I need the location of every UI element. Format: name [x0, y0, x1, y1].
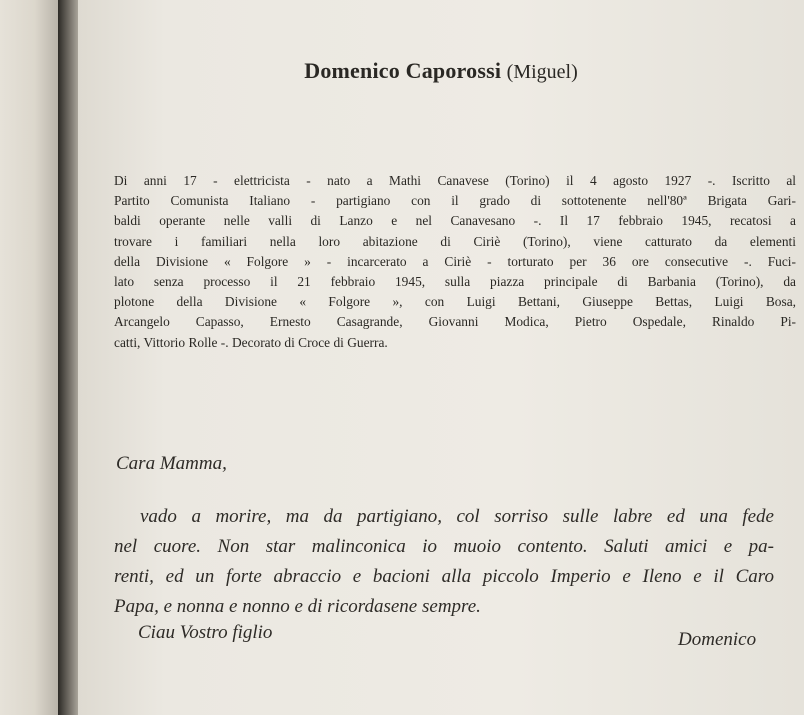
- biography-line: plotone della Divisione « Folgore », con Luigi Bettani, Giuseppe Bettas, Luigi Bosa,: [114, 294, 796, 310]
- page-title: [78, 58, 804, 84]
- biography-line: Di anni 17 - elettricista - nato a Mathi Canavese (Torino) il 4 agosto 1927 -. Iscritto al: [114, 173, 796, 188]
- letter-signature: Domenico: [678, 629, 757, 650]
- biography-line: baldi operante nelle valli di Lanzo e nel Canavesano -. Il 17 febbraio 1945, recatosi a: [114, 213, 796, 229]
- letter-line: vado a morire, ma da partigiano, col sorriso sulle labre ed una fede: [140, 506, 774, 527]
- letter-body: [114, 502, 774, 622]
- title-alias: (Miguel): [506, 61, 578, 83]
- book-page: [78, 0, 804, 715]
- letter-line: Papa, e nonna e nonno e di ricordasene sempre.: [114, 596, 481, 617]
- letter-line: nel cuore. Non star malinconica io muoio contento. Saluti amici e pa-: [114, 536, 774, 557]
- biography-line: lato senza processo il 21 febbraio 1945, sulla piazza principale di Barbania (Torino), da: [114, 274, 796, 290]
- biography-line: Arcangelo Capasso, Ernesto Casagrande, Giovanni Modica, Pietro Ospedale, Rinaldo Pi-: [114, 314, 796, 330]
- book-gutter: [58, 0, 78, 715]
- biography-line: trovare i familiari nella loro abitazione di Ciriè (Torino), viene catturato da elementi: [114, 233, 796, 249]
- biography-line: Partito Comunista Italiano - partigiano con il grado di sottotenente nell'80ª Brigata Gari-: [114, 193, 796, 209]
- letter-line: renti, ed un forte abraccio e bacioni alla piccolo Imperio e Ileno e il Caro: [114, 566, 774, 587]
- biography-line: della Divisione « Folgore » - incarcerato a Ciriè - torturato per 36 ore consecutive -. Fuci-: [114, 253, 796, 269]
- letter-closing: Ciau Vostro figlio: [138, 622, 273, 643]
- biography-paragraph: [114, 171, 796, 353]
- letter-salutation: Cara Mamma,: [116, 453, 227, 474]
- left-page-edge: [0, 0, 58, 715]
- title-name: Domenico Caporossi: [304, 58, 502, 83]
- biography-line: catti, Vittorio Rolle -. Decorato di Croce di Guerra.: [114, 334, 388, 350]
